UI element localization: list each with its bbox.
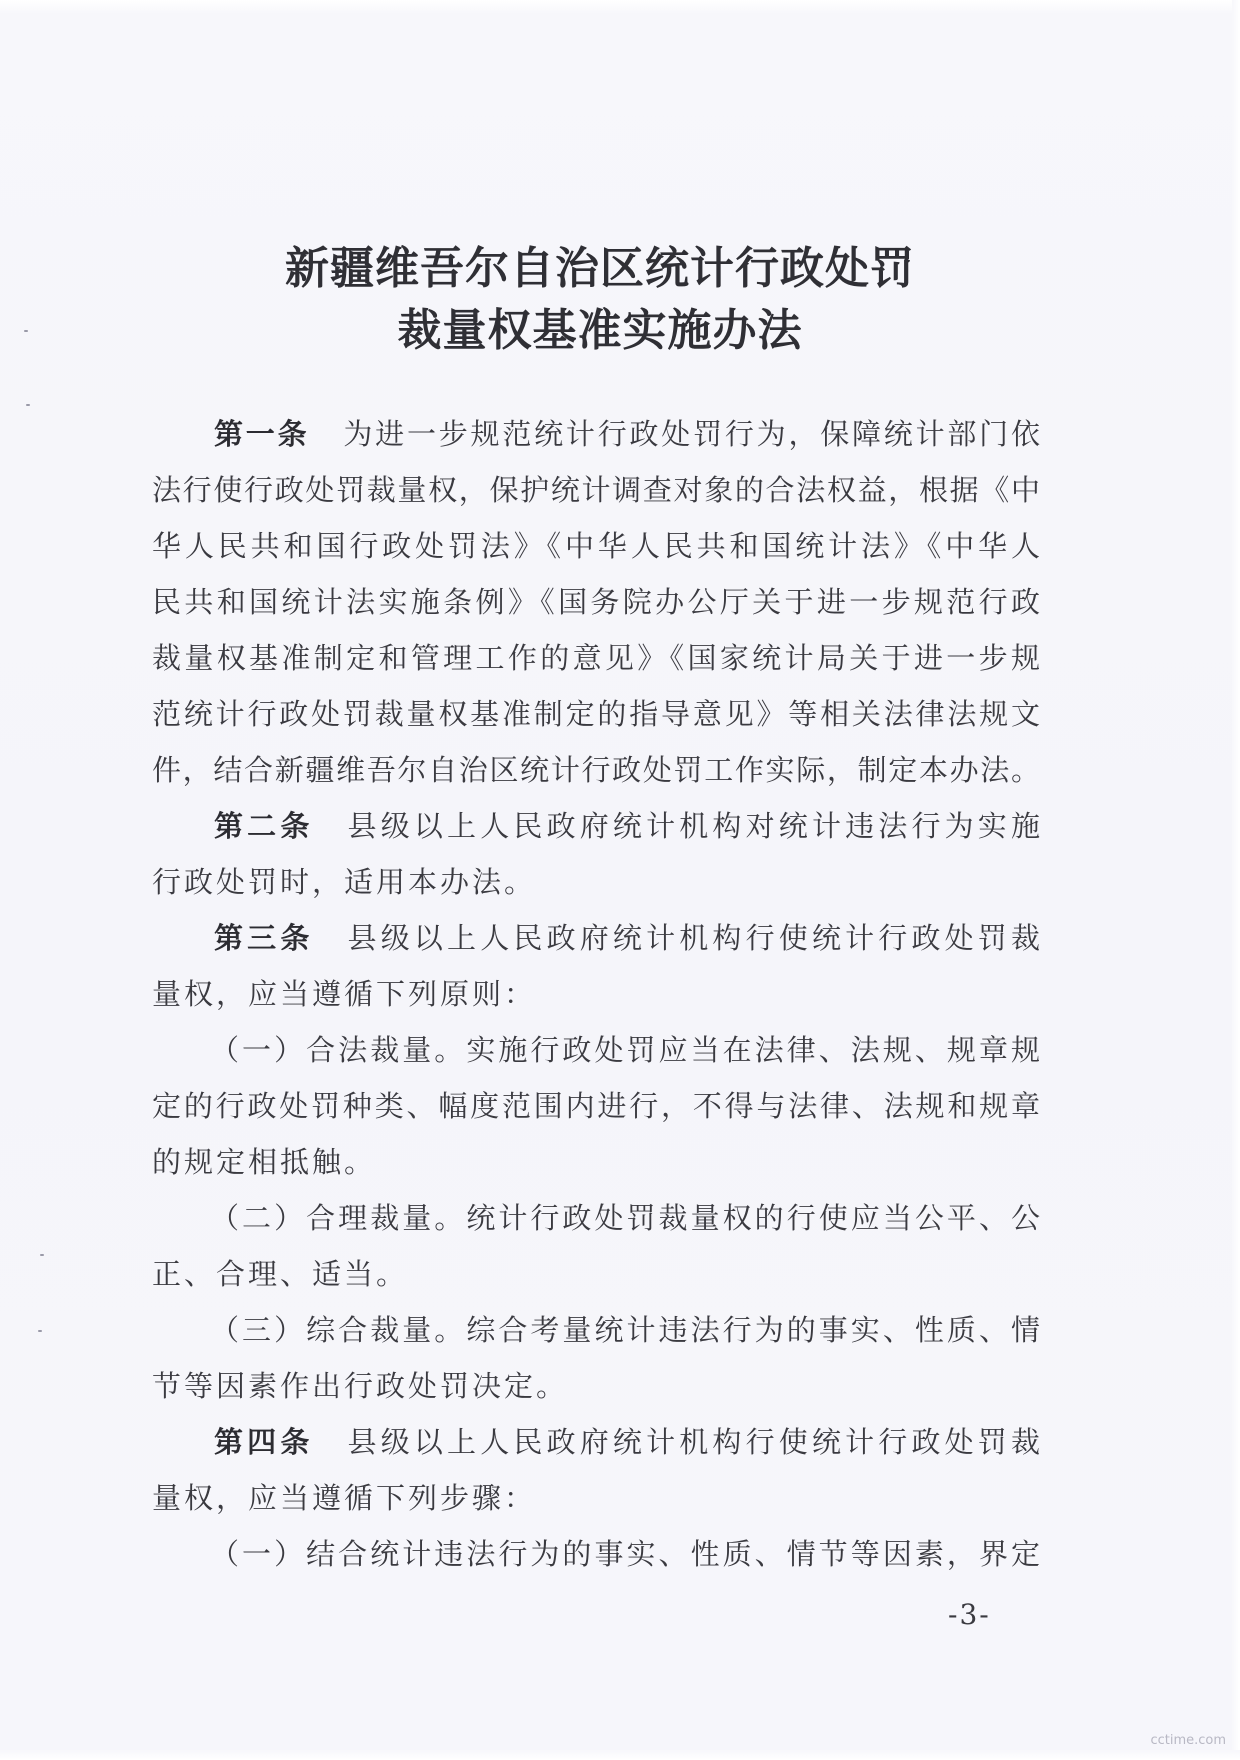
article-3-item-3-line-1: （三）综合裁量。综合考量统计违法行为的事实、性质、情: [210, 1313, 1040, 1347]
article-2-label: 第二条: [214, 809, 314, 843]
article-4-label: 第四条: [214, 1425, 314, 1459]
article-1-line-5: 裁量权基准制定和管理工作的意见》《国家统计局关于进一步规: [152, 641, 1040, 675]
article-1-text: 为进一步规范统计行政处罚行为，保障统计部门依: [343, 417, 1040, 451]
article-4-item-1-line-1: （一）结合统计违法行为的事实、性质、情节等因素，界定: [210, 1537, 1040, 1571]
article-3-item-2-line-1: （二）合理裁量。统计行政处罚裁量权的行使应当公平、公: [210, 1201, 1040, 1235]
article-2-line-2: 行政处罚时，适用本办法。: [152, 865, 537, 899]
article-1-line-1: [152, 406, 1040, 462]
article-3-item-1-line-1: （一）合法裁量。实施行政处罚应当在法律、法规、规章规: [210, 1033, 1040, 1067]
binding-mark: [26, 404, 30, 406]
article-1-line-4: 民共和国统计法实施条例》《国务院办公厅关于进一步规范行政: [152, 585, 1040, 619]
site-watermark: cctime.com: [1150, 1733, 1226, 1748]
article-3-item-1-line-3: 的规定相抵触。: [152, 1145, 377, 1179]
scan-edge-right: [1232, 0, 1240, 1760]
article-2-line-1: [152, 798, 1040, 854]
article-1-line-3: 华人民共和国行政处罚法》《中华人民共和国统计法》《中华人: [152, 529, 1040, 563]
article-4-line-2: 量权，应当遵循下列步骤：: [152, 1481, 537, 1515]
article-2-text: 县级以上人民政府统计机构对统计违法行为实施: [347, 809, 1040, 843]
article-3-text: 县级以上人民政府统计机构行使统计行政处罚裁: [347, 921, 1040, 955]
article-1-line-6: 范统计行政处罚裁量权基准制定的指导意见》等相关法律法规文: [152, 697, 1040, 731]
page-number: -3-: [948, 1598, 991, 1631]
article-1-line-7: 件，结合新疆维吾尔自治区统计行政处罚工作实际，制定本办法。: [152, 753, 1040, 787]
article-4-line-1: [152, 1414, 1040, 1470]
document-body: [152, 406, 1040, 1582]
article-1-label: 第一条: [214, 417, 310, 451]
article-3-item-1-line-2: 定的行政处罚种类、幅度范围内进行，不得与法律、法规和规章: [152, 1089, 1040, 1123]
article-3-item-3-line-2: 节等因素作出行政处罚决定。: [152, 1369, 569, 1403]
binding-mark: [38, 1330, 42, 1332]
document-title-line-1: 新疆维吾尔自治区统计行政处罚: [285, 243, 915, 294]
article-3-line-1: [152, 910, 1040, 966]
scan-edge-bottom: [0, 1750, 1240, 1760]
article-3-line-2: 量权，应当遵循下列原则：: [152, 977, 537, 1011]
article-3-label: 第三条: [214, 921, 314, 955]
document-title-line-2: 裁量权基准实施办法: [397, 305, 803, 356]
binding-mark: [40, 1254, 44, 1256]
scan-edge-top: [0, 0, 1240, 14]
article-3-item-2-line-2: 正、合理、适当。: [152, 1257, 409, 1291]
article-1-line-2: 法行使行政处罚裁量权，保护统计调查对象的合法权益，根据《中: [152, 473, 1040, 507]
article-4-text: 县级以上人民政府统计机构行使统计行政处罚裁: [347, 1425, 1040, 1459]
